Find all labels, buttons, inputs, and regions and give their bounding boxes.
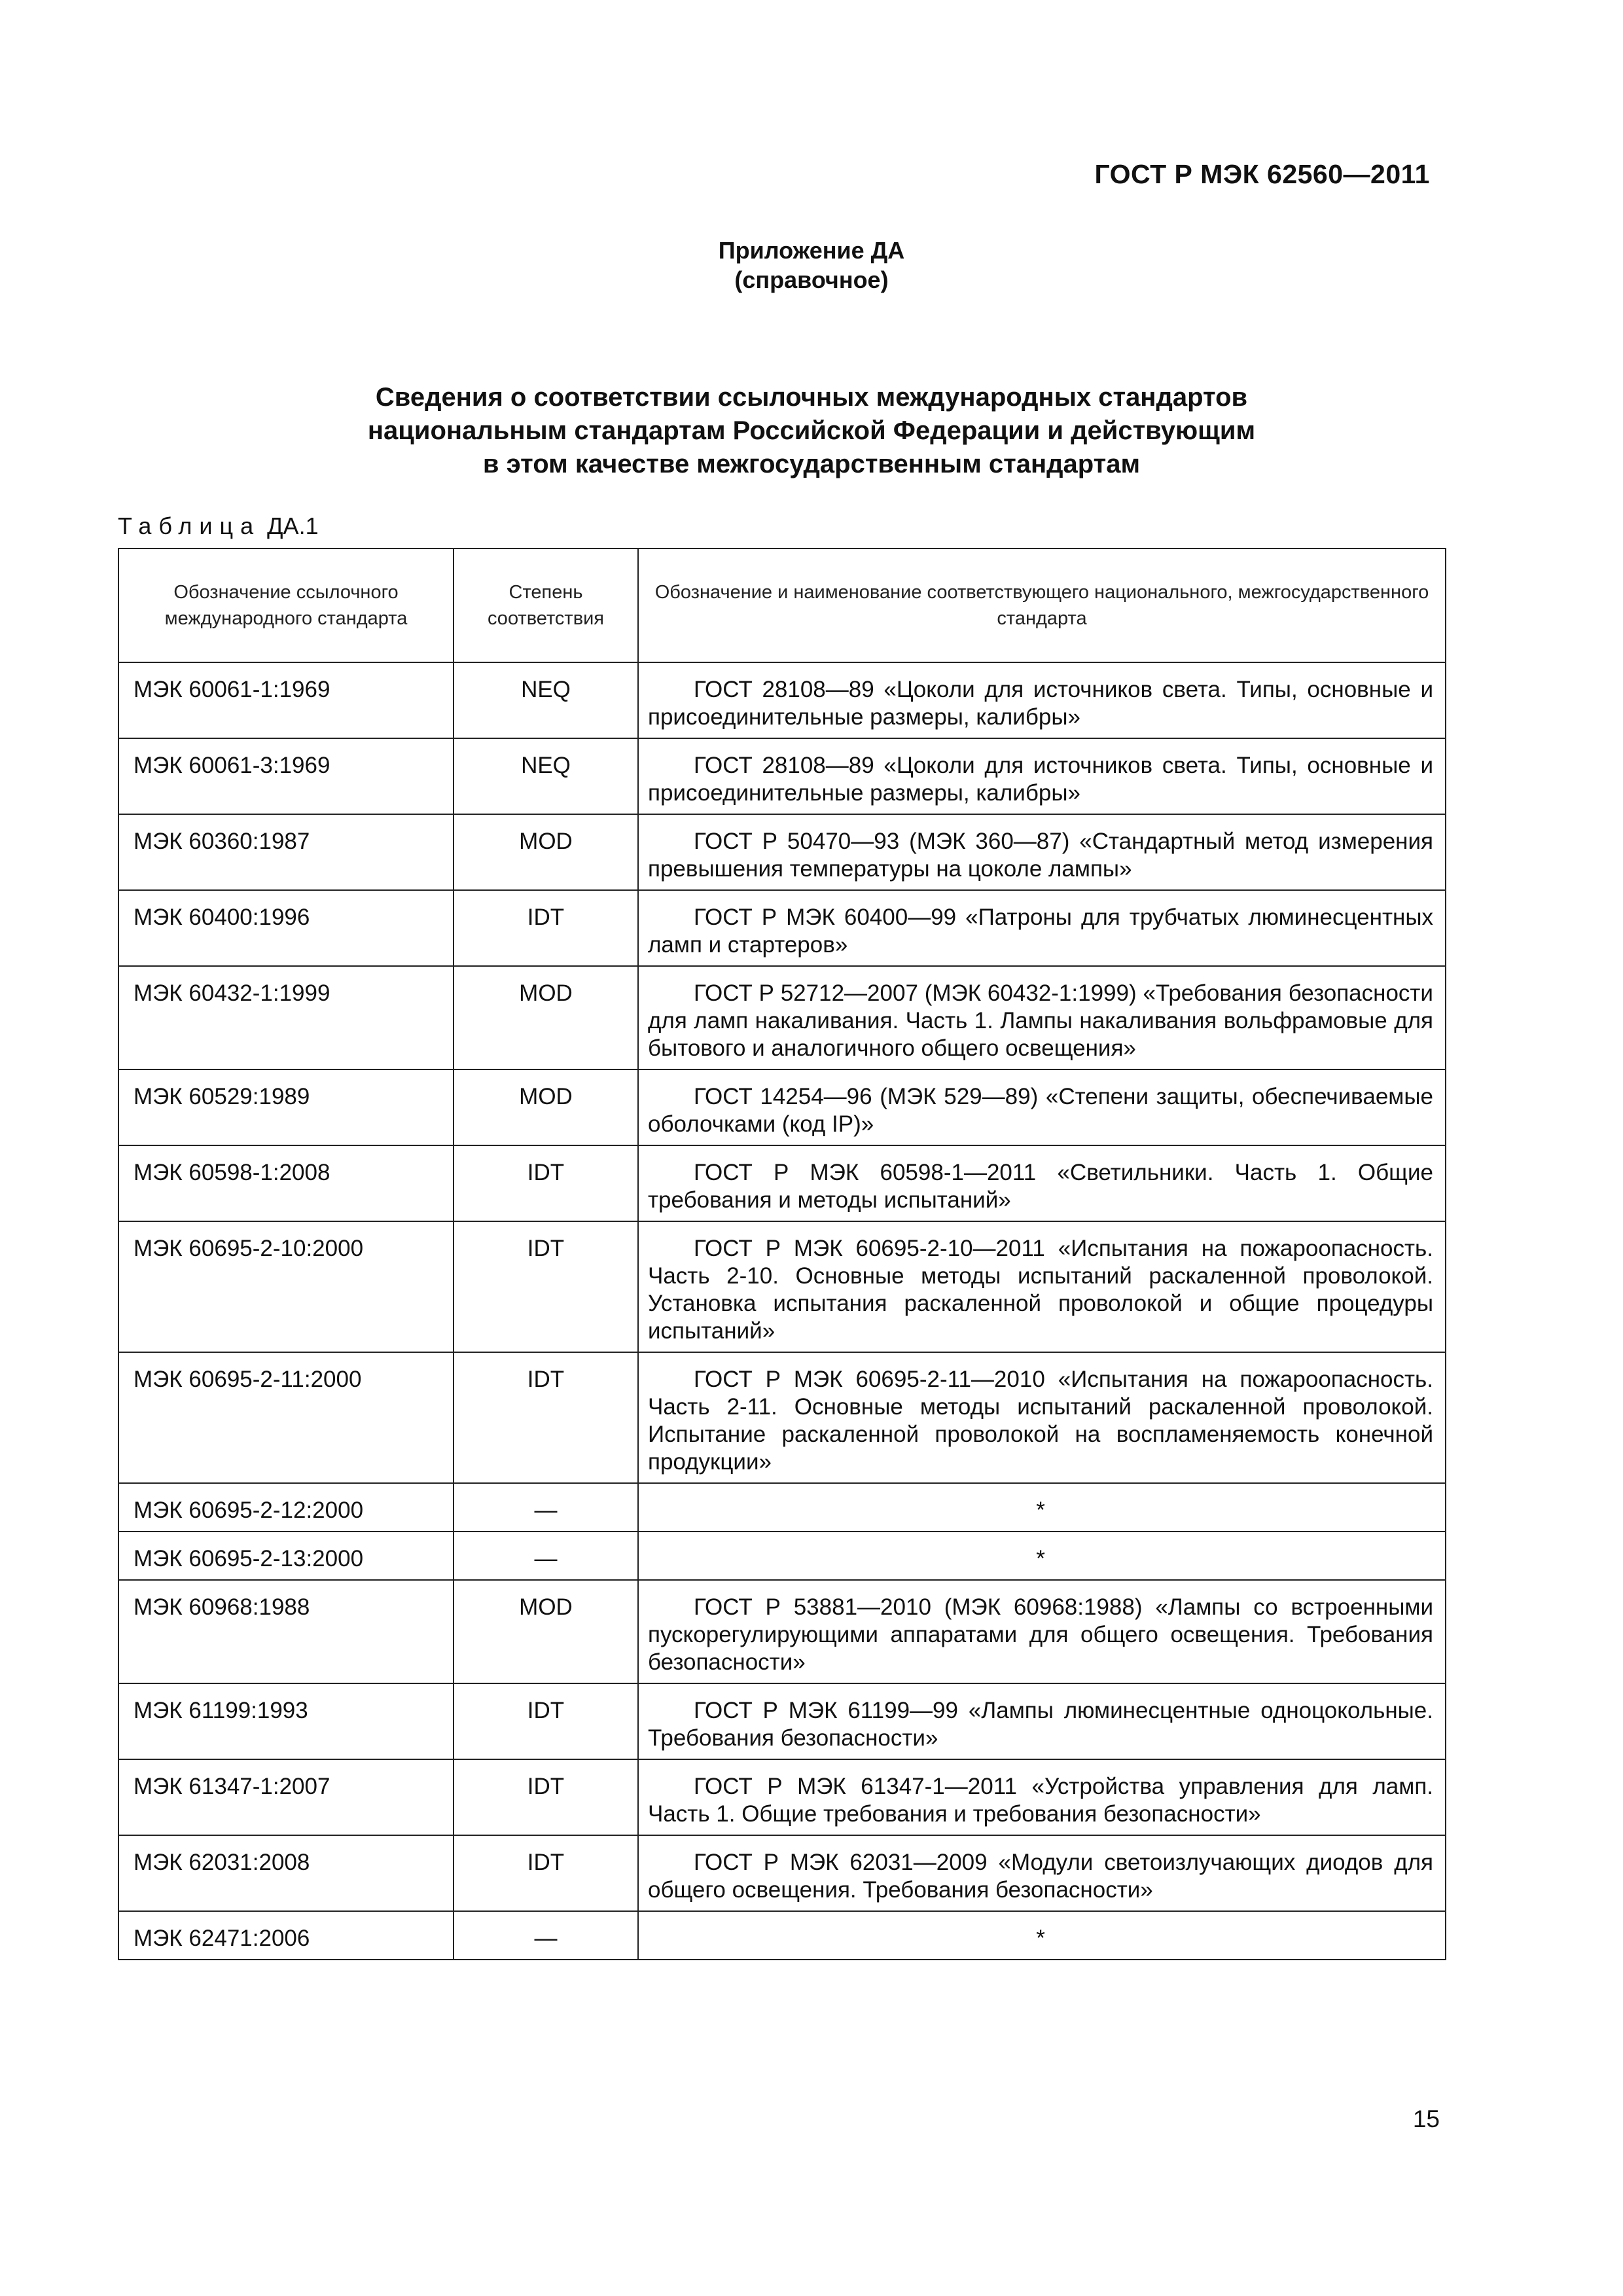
national-standard-text: ГОСТ Р МЭК 60695-2-10—2011 «Испытания на пожароопасность. Часть 2-10. Основные методы испытаний раскаленной проволокой. Установка испытания раскаленной проволокой и общие процедуры испытаний»: [648, 1236, 1433, 1344]
table-row: [118, 890, 1446, 966]
degree-cell: IDT: [454, 1145, 638, 1221]
national-standard-text: ГОСТ 28108—89 «Цоколи для источников света. Типы, основные и присоединительные размеры, калибры»: [648, 753, 1433, 806]
correspondence-table: [118, 548, 1446, 1960]
table-row: [118, 1483, 1446, 1532]
header-national-standard: Обозначение и наименование соответствующего национального, межгосударственного стандарта: [638, 548, 1446, 662]
header-reference-standard: Обозначение ссылочного международного стандарта: [118, 548, 454, 662]
national-standard-cell: [638, 1352, 1446, 1483]
asterisk-note: *: [1036, 1546, 1045, 1571]
section-title-line: в этом качестве межгосударственным стандартам: [482, 450, 1141, 478]
national-standard-text: ГОСТ Р МЭК 60598-1—2011 «Светильники. Часть 1. Общие требования и методы испытаний»: [648, 1160, 1433, 1213]
national-standard-cell: [638, 1221, 1446, 1352]
reference-standard-cell: МЭК 61347-1:2007: [118, 1759, 454, 1835]
table-row: [118, 814, 1446, 890]
table-row: [118, 1683, 1446, 1759]
annex-heading: [0, 236, 1623, 295]
degree-cell: —: [454, 1532, 638, 1580]
national-standard-cell: [638, 814, 1446, 890]
degree-cell: MOD: [454, 966, 638, 1069]
document-code: ГОСТ Р МЭК 62560—2011: [1094, 159, 1430, 189]
annex-title: Приложение ДА: [718, 237, 905, 264]
national-standard-text: ГОСТ 14254—96 (МЭК 529—89) «Степени защиты, обеспечиваемые оболочками (код IP)»: [648, 1084, 1433, 1137]
reference-standard-cell: МЭК 60360:1987: [118, 814, 454, 890]
asterisk-note: *: [1036, 1498, 1045, 1523]
degree-cell: IDT: [454, 1352, 638, 1483]
table-label: [118, 512, 319, 541]
national-standard-text: ГОСТ Р 53881—2010 (МЭК 60968:1988) «Лампы со встроенными пускорегулирующими аппаратами для общего освещения. Требования безопасности»: [648, 1594, 1433, 1675]
section-title-line: Сведения о соответствии ссылочных международных стандартов: [375, 383, 1248, 412]
national-standard-cell: [638, 1580, 1446, 1683]
national-standard-cell: [638, 1532, 1446, 1580]
national-standard-cell: [638, 966, 1446, 1069]
asterisk-note: *: [1036, 1926, 1045, 1951]
table-label-number: ДА.1: [267, 512, 319, 539]
degree-cell: NEQ: [454, 662, 638, 738]
page-number: 15: [1412, 2106, 1440, 2132]
degree-cell: IDT: [454, 1221, 638, 1352]
table-row: [118, 1911, 1446, 1960]
table-body: [118, 662, 1446, 1960]
reference-standard-cell: МЭК 62471:2006: [118, 1911, 454, 1960]
section-title-line: национальным стандартам Российской Федерации и действующим: [367, 416, 1256, 445]
degree-cell: IDT: [454, 1683, 638, 1759]
national-standard-cell: [638, 1145, 1446, 1221]
table-row: [118, 1221, 1446, 1352]
reference-standard-cell: МЭК 60968:1988: [118, 1580, 454, 1683]
reference-standard-cell: МЭК 60695-2-13:2000: [118, 1532, 454, 1580]
degree-cell: MOD: [454, 1069, 638, 1145]
national-standard-text: ГОСТ Р МЭК 60695-2-11—2010 «Испытания на пожароопасность. Часть 2-11. Основные методы испытаний раскаленной проволокой. Испытание раскаленной проволокой на воспламеняемость конечной продукции»: [648, 1367, 1433, 1475]
degree-cell: IDT: [454, 1759, 638, 1835]
national-standard-cell: [638, 890, 1446, 966]
degree-cell: IDT: [454, 890, 638, 966]
section-title: [0, 381, 1623, 481]
table-row: [118, 966, 1446, 1069]
reference-standard-cell: МЭК 60061-1:1969: [118, 662, 454, 738]
national-standard-text: ГОСТ 28108—89 «Цоколи для источников света. Типы, основные и присоединительные размеры, калибры»: [648, 677, 1433, 730]
national-standard-text: ГОСТ Р 52712—2007 (МЭК 60432-1:1999) «Требования безопасности для ламп накаливания. Часть 1. Лампы накаливания вольфрамовые для бытового и аналогичного общего освещения»: [648, 980, 1433, 1061]
degree-cell: —: [454, 1911, 638, 1960]
national-standard-text: ГОСТ Р МЭК 62031—2009 «Модули светоизлучающих диодов для общего освещения. Требования безопасности»: [648, 1850, 1433, 1903]
table-row: [118, 1532, 1446, 1580]
national-standard-text: ГОСТ Р 50470—93 (МЭК 360—87) «Стандартный метод измерения превышения температуры на цоколе лампы»: [648, 829, 1433, 882]
national-standard-cell: [638, 1759, 1446, 1835]
reference-standard-cell: МЭК 60695-2-10:2000: [118, 1221, 454, 1352]
table-row: [118, 1835, 1446, 1911]
reference-standard-cell: МЭК 60695-2-12:2000: [118, 1483, 454, 1532]
annex-subtitle: (справочное): [734, 266, 889, 293]
table-label-prefix: Таблица: [118, 512, 261, 539]
degree-cell: MOD: [454, 1580, 638, 1683]
reference-standard-cell: МЭК 60598-1:2008: [118, 1145, 454, 1221]
table-row: [118, 738, 1446, 814]
table-row: [118, 1352, 1446, 1483]
table-row: [118, 1145, 1446, 1221]
national-standard-cell: [638, 738, 1446, 814]
table-header-row: [118, 548, 1446, 662]
national-standard-cell: [638, 662, 1446, 738]
reference-standard-cell: МЭК 60061-3:1969: [118, 738, 454, 814]
national-standard-text: ГОСТ Р МЭК 61199—99 «Лампы люминесцентные одноцокольные. Требования безопасности»: [648, 1698, 1433, 1751]
reference-standard-cell: МЭК 60432-1:1999: [118, 966, 454, 1069]
national-standard-cell: [638, 1483, 1446, 1532]
table-row: [118, 1580, 1446, 1683]
national-standard-cell: [638, 1835, 1446, 1911]
national-standard-text: ГОСТ Р МЭК 60400—99 «Патроны для трубчатых люминесцентных ламп и стартеров»: [648, 905, 1433, 958]
degree-cell: IDT: [454, 1835, 638, 1911]
national-standard-cell: [638, 1911, 1446, 1960]
table-row: [118, 1069, 1446, 1145]
table-row: [118, 1759, 1446, 1835]
reference-standard-cell: МЭК 60400:1996: [118, 890, 454, 966]
reference-standard-cell: МЭК 62031:2008: [118, 1835, 454, 1911]
national-standard-text: ГОСТ Р МЭК 61347-1—2011 «Устройства управления для ламп. Часть 1. Общие требования и требования безопасности»: [648, 1774, 1433, 1827]
degree-cell: MOD: [454, 814, 638, 890]
reference-standard-cell: МЭК 60529:1989: [118, 1069, 454, 1145]
national-standard-cell: [638, 1683, 1446, 1759]
reference-standard-cell: МЭК 61199:1993: [118, 1683, 454, 1759]
header-degree: Степень соответствия: [454, 548, 638, 662]
degree-cell: —: [454, 1483, 638, 1532]
table-row: [118, 662, 1446, 738]
reference-standard-cell: МЭК 60695-2-11:2000: [118, 1352, 454, 1483]
national-standard-cell: [638, 1069, 1446, 1145]
degree-cell: NEQ: [454, 738, 638, 814]
